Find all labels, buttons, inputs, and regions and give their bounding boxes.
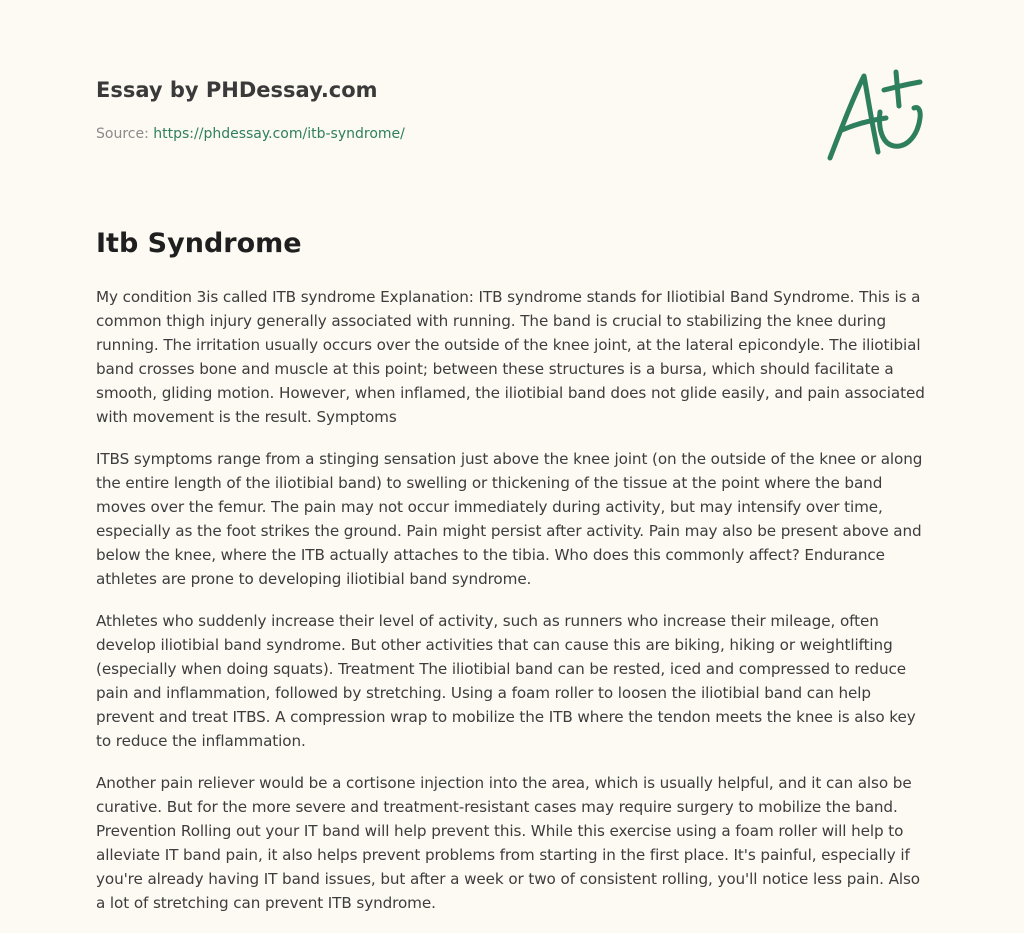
essay-title: Itb Syndrome [96,228,302,259]
site-title: Essay by PHDessay.com [96,78,378,102]
source-label: Source: [96,126,154,142]
essay-paragraph: Athletes who suddenly increase their level of activity, such as runners who increase their mileage, often develop iliotibial band syndrome. But other activities that can cause this are biking, hiking or weightlifting (especially when doing squats). Treatment The iliotibial band can be rested, iced and compressed to reduce pain and inflammation, followed by stretching. Using a foam roller to loosen the iliotibial band can help prevent and treat ITBS. A compression wrap to mobilize the ITB where the tendon meets the knee is also key to reduce the inflammation. [96,612,916,750]
source-link[interactable]: https://phdessay.com/itb-syndrome/ [153,126,405,142]
a-plus-grade-icon [820,66,930,166]
essay-header [96,76,716,144]
essay-paragraph: Another pain reliever would be a cortisone injection into the area, which is usually helpful, and it can also be curative. But for the more severe and treatment-resistant cases may require surgery to mobilize the band. Prevention Rolling out your IT band will help prevent this. While this exercise using a foam roller will help to alleviate IT band pain, it also helps prevent problems from starting in the first place. It's painful, especially if you're already having IT band issues, but after a week or two of consistent rolling, you'll notice less pain. Also a lot of stretching can prevent ITB syndrome. [96,774,920,912]
source-line [96,124,716,144]
essay-paragraph: ITBS symptoms range from a stinging sensation just above the knee joint (on the outside of the knee or along the entire length of the iliotibial band) to swelling or thickening of the tissue at the point where the band moves over the femur. The pain may not occur immediately during activity, but may intensify over time, especially as the foot strikes the ground. Pain might persist after activity. Pain may also be present above and below the knee, where the ITB actually attaches to the tibia. Who does this commonly affect? Endurance athletes are prone to developing iliotibial band syndrome. [96,450,923,588]
essay-body [96,285,932,933]
essay-paragraph: My condition 3is called ITB syndrome Explanation: ITB syndrome stands for Iliotibial Band Syndrome. This is a common thigh injury generally associated with running. The band is crucial to stabilizing the knee during running. The irritation usually occurs over the outside of the knee joint, at the lateral epicondyle. The iliotibial band crosses bone and muscle at this point; between these structures is a bursa, which should facilitate a smooth, gliding motion. However, when inflamed, the iliotibial band does not glide easily, and pain associated with movement is the result. Symptoms [96,288,925,426]
